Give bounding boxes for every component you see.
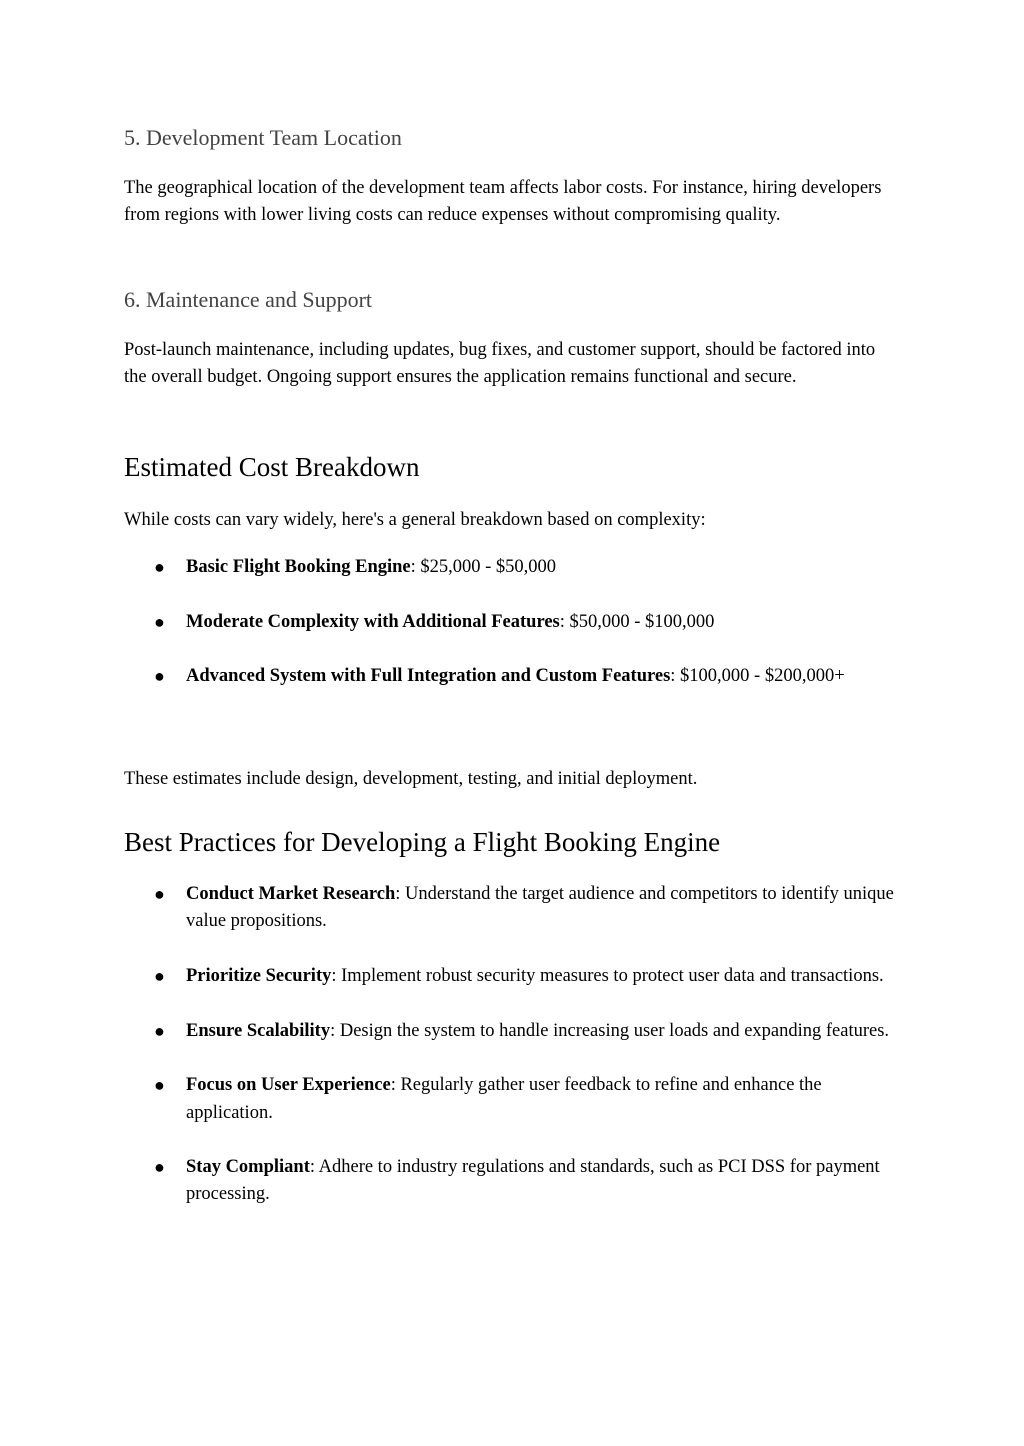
list-item: [124, 881, 900, 935]
list-item-title: Conduct Market Research: [186, 884, 396, 904]
bullet-icon: ●: [154, 1157, 165, 1178]
list-item-text: : Adhere to industry regulations and standards, such as PCI DSS for payment processing.: [186, 1157, 880, 1205]
list-item-text: : Regularly gather user feedback to refine and enhance the application.: [186, 1075, 822, 1123]
bullet-icon: ●: [154, 557, 165, 577]
paragraph-dev-team-location: The geographical location of the development team affects labor costs. For instance, hiring developers from regions with lower living costs can reduce expenses without compromising quality.: [124, 178, 882, 226]
list-item-text: : Design the system to handle increasing user loads and expanding features.: [330, 1020, 890, 1041]
list-item-title: Moderate Complexity with Additional Features: [186, 611, 560, 632]
list-item: [124, 1072, 900, 1126]
bullet-icon: ●: [154, 1075, 165, 1096]
list-item-text: : $100,000 - $200,000+: [670, 666, 845, 687]
heading-best-practices: Best Practices for Developing a Flight Booking Engine: [124, 827, 721, 857]
bullet-icon: ●: [154, 1020, 165, 1041]
list-item-title: Prioritize Security: [186, 965, 332, 986]
heading-dev-team-location: 5. Development Team Location: [124, 125, 402, 150]
bullet-icon: ●: [154, 884, 165, 904]
list-item-title: Stay Compliant: [186, 1157, 310, 1178]
list-item-text: : Implement robust security measures to protect user data and transactions.: [331, 965, 884, 986]
paragraph-cost-note: These estimates include design, development, testing, and initial deployment.: [124, 769, 698, 789]
list-item-title: Advanced System with Full Integration and Custom Features: [186, 666, 671, 687]
list-item: [124, 554, 900, 581]
paragraph-maintenance-support: Post-launch maintenance, including updates, bug fixes, and customer support, should be factored into the overall budget. Ongoing support ensures the application remains functional and secure.: [124, 340, 876, 388]
list-item-text: : Understand the target audience and competitors to identify unique value propositions.: [186, 884, 894, 932]
heading-maintenance-support: 6. Maintenance and Support: [124, 287, 373, 312]
list-item: [124, 1154, 900, 1208]
list-item: [124, 663, 900, 690]
list-item: [124, 1018, 900, 1045]
bullet-icon: ●: [154, 611, 165, 632]
list-item-title: Ensure Scalability: [186, 1020, 331, 1041]
list-item-title: Focus on User Experience: [186, 1075, 391, 1096]
list-item-title: Basic Flight Booking Engine: [186, 557, 411, 577]
bullet-icon: ●: [154, 666, 165, 687]
cost-breakdown-list: [124, 554, 900, 718]
paragraph-cost-intro: While costs can vary widely, here's a general breakdown based on complexity:: [124, 510, 706, 530]
list-item: [124, 609, 900, 636]
list-item: [124, 963, 900, 990]
best-practices-list: [124, 881, 900, 1236]
heading-estimated-cost-breakdown: Estimated Cost Breakdown: [124, 452, 420, 482]
bullet-icon: ●: [154, 965, 165, 986]
list-item-text: : $50,000 - $100,000: [559, 611, 715, 632]
list-item-text: : $25,000 - $50,000: [410, 557, 557, 577]
